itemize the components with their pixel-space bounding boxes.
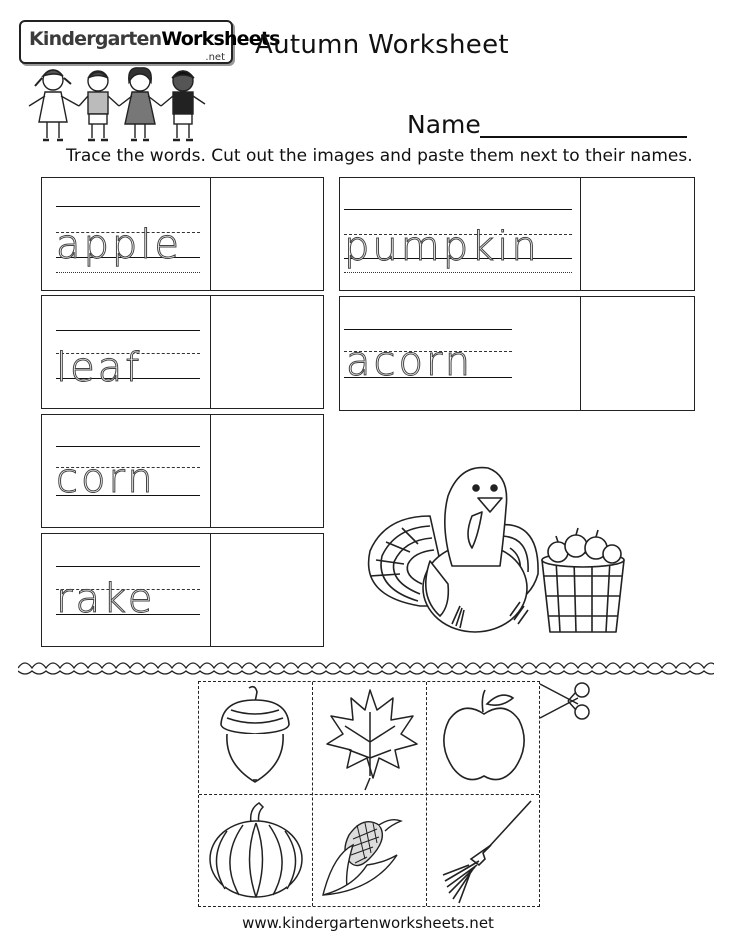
trace-word: apple	[56, 222, 183, 268]
trace-topline	[344, 329, 512, 330]
acorn-icon	[199, 682, 313, 795]
turkey-icon	[360, 456, 630, 638]
cutout-rake[interactable]	[427, 795, 541, 908]
paste-area-divider	[210, 296, 211, 408]
cut-out-grid	[198, 681, 540, 907]
trace-descender-line	[344, 272, 572, 273]
trace-topline	[56, 206, 200, 207]
trace-box-apple	[41, 177, 324, 291]
trace-box-leaf	[41, 295, 324, 409]
pumpkin-icon	[199, 795, 313, 908]
kids-holding-hands-icon	[15, 64, 233, 150]
scissors-icon	[538, 678, 592, 724]
cutout-acorn[interactable]	[199, 682, 313, 795]
trace-topline	[56, 566, 200, 567]
cutout-apple[interactable]	[427, 682, 541, 795]
site-logo	[15, 12, 280, 150]
paste-area-divider	[580, 178, 581, 290]
logo-brand-part2: Worksheets	[161, 28, 280, 50]
paste-area-divider	[210, 178, 211, 290]
logo-sign	[19, 20, 280, 64]
trace-topline	[344, 209, 572, 210]
paste-area-divider	[580, 297, 581, 410]
trace-topline	[56, 446, 200, 447]
trace-word: leaf	[56, 345, 143, 391]
trace-box-acorn	[339, 296, 695, 411]
trace-word: acorn	[346, 339, 474, 385]
trace-box-pumpkin	[339, 177, 695, 291]
name-field-line[interactable]	[480, 136, 687, 138]
trace-box-rake	[41, 533, 324, 647]
logo-brand-part1: Kindergarten	[29, 28, 162, 50]
trace-word: corn	[56, 456, 156, 502]
apple-icon	[427, 682, 541, 795]
rake-icon	[427, 795, 541, 908]
trace-descender-line	[56, 272, 200, 273]
leaf-icon	[313, 682, 427, 795]
paste-area-divider	[210, 415, 211, 527]
cutout-leaf[interactable]	[313, 682, 427, 795]
page-title: Autumn Worksheet	[255, 30, 509, 60]
instructions: Trace the words. Cut out the images and paste them next to their names.	[66, 146, 693, 166]
trace-word: rake	[56, 576, 156, 622]
cutout-corn[interactable]	[313, 795, 427, 908]
cut-line-border	[18, 661, 714, 675]
trace-box-corn	[41, 414, 324, 528]
corn-icon	[313, 795, 427, 908]
name-label: Name	[407, 110, 481, 139]
trace-word: pumpkin	[344, 224, 540, 270]
footer-url: www.kindergartenworksheets.net	[242, 914, 494, 932]
paste-area-divider	[210, 534, 211, 646]
cutout-pumpkin[interactable]	[199, 795, 313, 908]
trace-topline	[56, 330, 200, 331]
logo-suffix: .net	[205, 52, 225, 63]
